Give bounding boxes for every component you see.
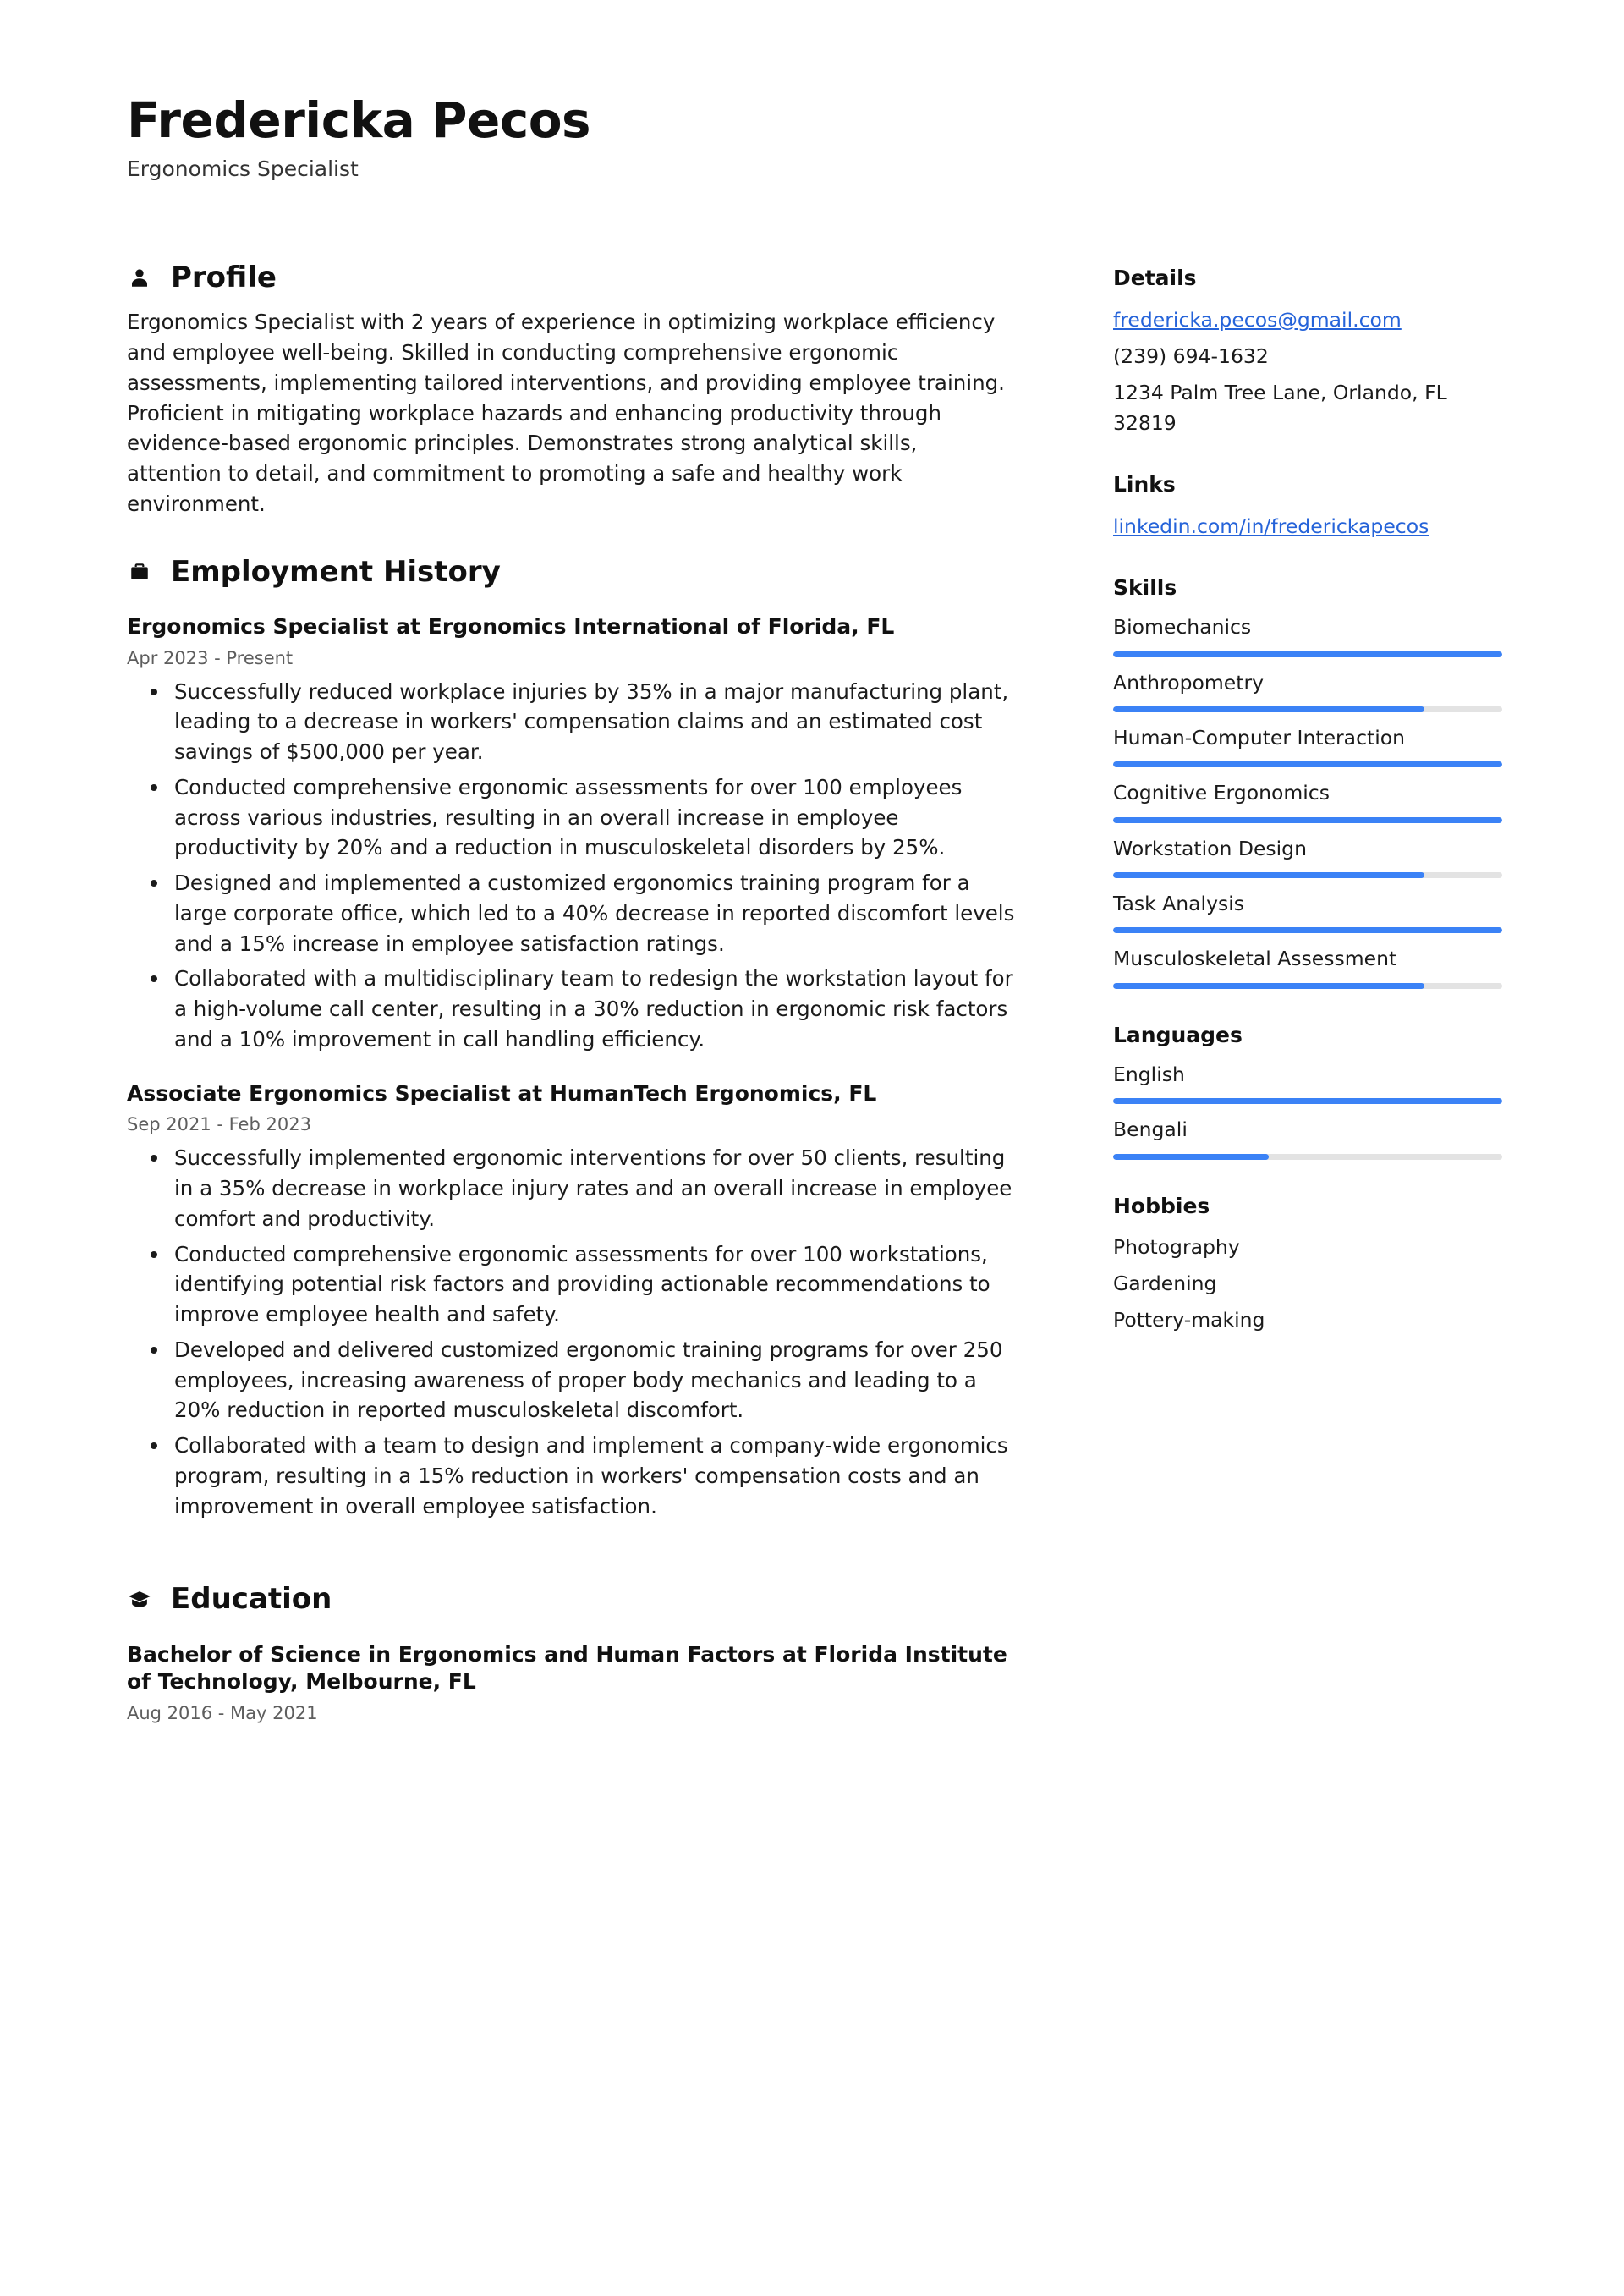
sidebar-details [1113,266,1504,438]
language-bar-fill [1113,1154,1269,1160]
skill-bar-fill [1113,872,1424,878]
phone-text: (239) 694-1632 [1113,344,1269,369]
job-bullet: Collaborated with a multidisciplinary team to redesign the workstation layout for a high-volume call center, resulting in a 30% reduction in ergonomic risk factors and a 10% improvement in call handling efficiency. [174,964,1023,1054]
job-bullet: Designed and implemented a customized ergonomics training program for a large corporate office, which led to a 40% decrease in reported discomfort levels and a 15% increase in employee satisfaction ratings. [174,868,1023,958]
employment-title: Employment History [171,554,501,589]
section-profile [127,262,1023,519]
education-title: Education [171,1582,332,1617]
education-heading [127,1584,1023,1615]
skill-label: Anthropometry [1113,670,1265,695]
degree-date: Aug 2016 - May 2021 [127,1702,318,1723]
languages-title: Languages [1113,1022,1243,1047]
sidebar-languages [1113,1023,1504,1160]
skill-item [1113,837,1504,878]
language-bar-fill [1113,1098,1502,1104]
employment-entry [127,1080,1023,1522]
profile-text: Ergonomics Specialist with 2 years of experience in optimizing workplace efficiency and employee well-being. Skilled in conducting comprehensive ergonomic assessments, implementing tailored interventions, and providing employee training. Proficient in mitigating workplace hazards and enhancing productivity through evidence-based ergonomic principles. Demonstrates strong analytical skills, attention to detail, and commitment to promoting a safe and healthy work environment. [127,310,1005,516]
education-entry [127,1641,1023,1723]
resume-columns [127,262,1497,1760]
skill-bar-track [1113,761,1502,767]
job-date: Apr 2023 - Present [127,647,294,668]
skill-bar-track [1113,927,1502,933]
linkedin-link[interactable]: linkedin.com/in/frederickapecos [1113,514,1429,538]
skill-bar-fill [1113,706,1424,712]
skill-bar-track [1113,983,1502,989]
job-bullets [127,1143,1023,1521]
job-bullet: Conducted comprehensive ergonomic assessments for over 100 employees across various industries, resulting in an overall increase in employee productivity by 20% and a reduction in musculoskeletal disorders by 25%. [174,772,1023,863]
job-bullet: Collaborated with a team to design and implement a company-wide ergonomics program, resulting in a 15% reduction in workers' compensation costs and an improvement in overall employee satisfaction. [174,1431,1023,1521]
skill-label: Task Analysis [1113,892,1245,916]
job-bullets [127,677,1023,1055]
section-employment [127,554,1023,1522]
sidebar-column [1113,262,1504,1369]
skill-label: Workstation Design [1113,836,1307,860]
skill-bar-track [1113,872,1502,878]
briefcase-icon [127,558,152,586]
job-bullet: Successfully reduced workplace injuries by 35% in a major manufacturing plant, leading to a decrease in workers' compensation claims and an estimated cost savings of $500,000 per year. [174,677,1023,767]
skill-item [1113,615,1504,656]
address-line-2: 32819 [1113,410,1177,435]
skill-item [1113,726,1504,767]
job-date: Sep 2021 - Feb 2023 [127,1114,311,1135]
employment-entry [127,613,1023,1055]
person-icon [127,264,152,293]
language-bar-track [1113,1098,1502,1104]
resume-header [127,91,1497,181]
sidebar-links [1113,472,1504,541]
skill-bar-fill [1113,983,1424,989]
degree-title: Bachelor of Science in Ergonomics and Human Factors at Florida Institute of Technology, Melbourne, FL [127,1641,1007,1695]
details-title: Details [1113,265,1197,290]
language-label: Bengali [1113,1118,1188,1142]
section-education [127,1584,1023,1722]
skill-bar-fill [1113,651,1502,657]
job-bullet: Developed and delivered customized ergonomic training programs for over 250 employees, increasing awareness of proper body mechanics and leading to a 20% reduction in reported musculoskeletal discomfort. [174,1335,1023,1425]
skill-item [1113,671,1504,712]
job-bullet: Successfully implemented ergonomic interventions for over 50 clients, resulting in a 35% decrease in workplace injury rates and an overall increase in employee comfort and productivity. [174,1143,1023,1233]
candidate-job-title: Ergonomics Specialist [127,156,359,181]
job-title: Associate Ergonomics Specialist at HumanTech Ergonomics, FL [127,1080,877,1106]
profile-heading [127,262,1023,294]
skill-item [1113,892,1504,933]
language-item [1113,1118,1504,1159]
skill-bar-track [1113,706,1502,712]
hobby-item: Gardening [1113,1271,1217,1295]
sidebar-skills [1113,575,1504,989]
skill-item [1113,947,1504,988]
job-bullet: Conducted comprehensive ergonomic assessments for over 100 workstations, identifying potential risk factors and providing actionable recommendations to improve employee health and safety. [174,1239,1023,1330]
skill-item [1113,781,1504,822]
skill-label: Human-Computer Interaction [1113,725,1406,750]
language-item [1113,1063,1504,1104]
candidate-name: Fredericka Pecos [127,91,591,149]
skill-bar-fill [1113,817,1502,823]
skill-label: Biomechanics [1113,615,1252,640]
skill-label: Cognitive Ergonomics [1113,781,1330,805]
skill-label: Musculoskeletal Assessment [1113,947,1397,971]
hobby-item: Pottery-making [1113,1308,1265,1332]
skill-bar-track [1113,817,1502,823]
main-column [127,262,1023,1760]
sidebar-hobbies [1113,1194,1504,1335]
skills-title: Skills [1113,575,1177,601]
hobby-item: Photography [1113,1234,1240,1259]
job-title: Ergonomics Specialist at Ergonomics International of Florida, FL [127,614,895,640]
links-title: Links [1113,471,1176,497]
graduation-cap-icon [127,1585,152,1614]
skill-bar-track [1113,651,1502,657]
language-label: English [1113,1062,1185,1086]
skill-bar-fill [1113,927,1502,933]
language-bar-track [1113,1154,1502,1160]
email-link[interactable]: fredericka.pecos@gmail.com [1113,307,1402,332]
profile-title: Profile [171,260,277,294]
skill-bar-fill [1113,761,1502,767]
hobbies-title: Hobbies [1113,1193,1210,1218]
employment-heading [127,554,1023,589]
address-line-1: 1234 Palm Tree Lane, Orlando, FL [1113,381,1447,405]
